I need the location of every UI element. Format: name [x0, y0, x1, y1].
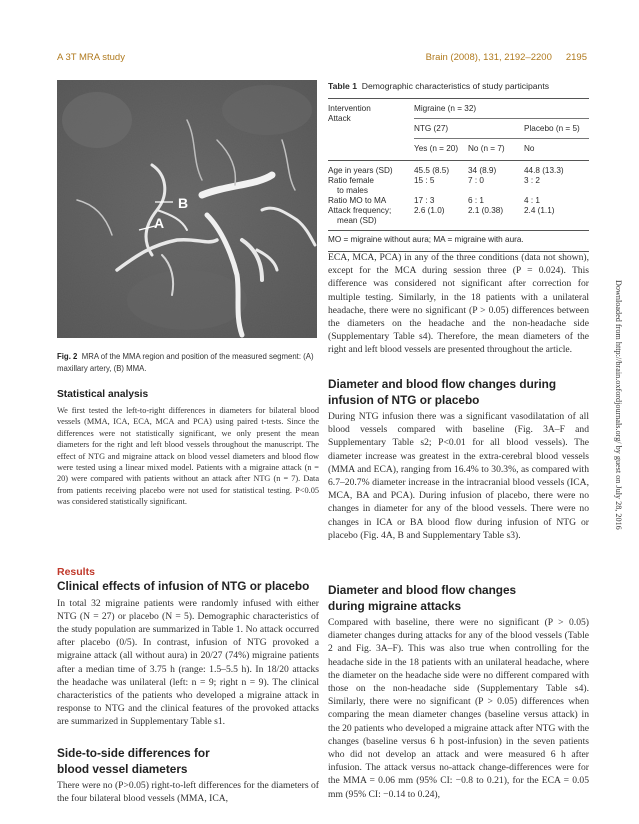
- table-cell: 7 : 0: [468, 176, 484, 185]
- results-section: [57, 565, 319, 729]
- results-heading: Results: [57, 566, 95, 578]
- header-bottom-rule: [328, 160, 589, 161]
- header-yes: Yes (n = 20): [414, 144, 459, 153]
- table-1: [328, 80, 589, 252]
- table-1-label: Table 1: [328, 81, 357, 91]
- header-migraine: Migraine (n = 32): [414, 104, 477, 113]
- table-row-label: to males: [337, 186, 368, 195]
- clinical-effects-heading: Clinical effects of infusion of NTG or placebo: [57, 579, 310, 593]
- table-1-title: [328, 80, 589, 92]
- figure-caption: [57, 351, 319, 374]
- download-side-note: [611, 280, 623, 570]
- side-to-side-body: There were no (P>0.05) right-to-left differences for the diameters of the four bilateral blood vessels (MMA, ICA,: [57, 780, 319, 805]
- header-rule-2: [414, 138, 589, 139]
- header-attack: Attack: [328, 114, 351, 123]
- page-number: 2195: [565, 52, 587, 63]
- table-row-label: Ratio MO to MA: [328, 196, 387, 205]
- table-1-body: [328, 99, 589, 247]
- header-no-placebo: No: [524, 144, 535, 153]
- diameter-attacks-heading-line1: Diameter and blood flow changes: [328, 583, 517, 597]
- figure-label-b: B: [178, 195, 189, 211]
- table-row-label: Ratio female: [328, 176, 374, 185]
- table-cell: 6 : 1: [468, 196, 484, 205]
- table-row-label: mean (SD): [337, 216, 377, 225]
- table-cell: 15 : 5: [414, 176, 435, 185]
- mra-figure-image: [57, 80, 317, 338]
- diameter-attacks-section: [328, 583, 589, 801]
- table-1-title-text: Demographic characteristics of study participants: [361, 81, 549, 91]
- diameter-infusion-body: During NTG infusion there was a significant vasodilatation of all blood vessels compared with baseline (Fig. 3A–F and Supplementary Table s2; P<0.01 for all blood vessels). The diameter increase was greatest in the extra-cerebral blood vessels (MMA and ECA), ranging from 16.4% to 30.3%, as compared with 6.7–20.7% diameter increase in the intracranial blood vessels (ICA, MCA, BA and PCA). During infusion of placebo, there were no changes in diameter for any of the blood vessels. There were no changes in ICA or BA blood flow during infusion of NTG or placebo (Fig. 4A, B and Supplementary Table s3).: [328, 411, 589, 541]
- table-cell: 2.1 (0.38): [468, 206, 504, 215]
- clinical-effects-body: In total 32 migraine patients were randomly infused with either NTG (N = 27) or placebo (N = 5). Demographic characteristics of the study population are summarized in Table 1. No attack occurred after placebo (0/5). In contrast, infusion of NTG provoked a migraine attack (all without aura) in 20/27 (74%) migraine patients after a median time of 3.75 h (range: 1.5–5.5 h). In 18/20 attacks the headache was unilateral (left: n = 9; right n = 9). The clinical characteristics of the patients who developed a migraine attack in response to NTG and the clinical features of the provoked attacks are summarized in Supplementary Table s1.: [57, 597, 319, 728]
- table-bottom-rule: [328, 230, 589, 231]
- table-cell: 4 : 1: [524, 196, 540, 205]
- table-cell: 3 : 2: [524, 176, 540, 185]
- diameter-attacks-body: Compared with baseline, there were no significant (P > 0.05) diameter changes during attacks for any of the blood vessels (Table 2 and Fig. 3A–F). This was also true when controlling for the headache side in the 18 patients with an unilateral headache, where the diameter on the headache side were no different compared with those on the non-headache side (Supplementary Table s4). Similarly, there were no significant (P > 0.05) differences when comparing the mean diameter changes (baseline versus attack) in the 20 patients who developed a migraine attack after NTG with the changes (baseline versus 6 h post-infusion) in the seven patients who did not develop an attack and were measured 6 h after infusion. The attack versus no-attack change-differences were for the MMA = 0.06 mm (95% CI: −0.8 to 0.21), for the ECA = 0.05 mm (95% CI: −0.14 to 0.24),: [328, 617, 589, 800]
- header-ntg: NTG (27): [414, 124, 449, 133]
- table-cell: 44.8 (13.3): [524, 166, 564, 175]
- header-no: No (n = 7): [468, 144, 505, 153]
- right-intro-body: ECA, MCA, PCA) in any of the three conditions (data not shown), except for the MCA during session three (P = 0.024). This difference was considered not significant after correction for multiple testing. Similarly, in the 18 patients with a unilateral headache, there were no significant (P > 0.05) differences between the diameters on the headache and the non-headache side (Supplementary Table s4). Therefore, the mean diameters of the right and left blood vessels are presented throughout the article.: [328, 252, 589, 356]
- table-row-label: Attack frequency;: [328, 206, 392, 215]
- statistical-analysis-heading: Statistical analysis: [57, 389, 149, 400]
- diameter-infusion-heading-line2: infusion of NTG or placebo: [328, 392, 480, 407]
- diameter-attacks-heading-line2: during migraine attacks: [328, 598, 462, 613]
- statistical-analysis-section: [57, 388, 319, 508]
- running-head-citation: [426, 52, 587, 63]
- right-intro-section: [328, 251, 589, 357]
- header-intervention: Intervention: [328, 104, 371, 113]
- running-head-title: A 3T MRA study: [57, 52, 125, 63]
- table-footnote: MO = migraine without aura; MA = migraine with aura.: [328, 235, 524, 244]
- figure-label-a: A: [154, 215, 165, 231]
- table-row-label: Age in years (SD): [328, 166, 393, 175]
- header-placebo: Placebo (n = 5): [524, 124, 580, 133]
- table-cell: 34 (8.9): [468, 166, 497, 175]
- side-to-side-heading-line1: Side-to-side differences for: [57, 746, 210, 760]
- table-cell: 2.6 (1.0): [414, 206, 445, 215]
- table-cell: 17 : 3: [414, 196, 435, 205]
- table-cell: 45.5 (8.5): [414, 166, 450, 175]
- citation-text: Brain (2008), 131, 2192–2200: [425, 52, 552, 63]
- header-rule-1: [414, 118, 589, 119]
- diameter-infusion-heading-line1: Diameter and blood flow changes during: [328, 377, 557, 391]
- mra-angiogram-illustration: [57, 80, 317, 338]
- table-cell: 2.4 (1.1): [524, 206, 555, 215]
- side-to-side-section: [57, 746, 319, 805]
- download-side-note-text: Downloaded from http://brain.oxfordjournals.org/ by guest on July 28, 2016: [614, 280, 623, 530]
- figure-caption-text: MRA of the MMA region and position of the measured segment: (A) maxillary artery, (B) MMA.: [57, 352, 314, 373]
- figure-caption-label: Fig. 2: [57, 352, 78, 361]
- running-head: [57, 52, 587, 66]
- side-to-side-heading-line2: blood vessel diameters: [57, 761, 188, 776]
- statistical-analysis-body: We first tested the left-to-right differences in diameters for bilateral blood vessels (MMA, ICA, ECA, MCA and PCA) using paired t-tests. Since the differences were not statistically significant, we only present the mean diameters for the right and left blood vessels throughout the manuscript. The effect of NTG and migraine attack on blood vessel diameters and blood flow were tested using a linear mixed model. Patients with a migraine attack (n = 20) were compared with patients without an attack after NTG (n = 7). Data from patients receiving placebo were not used for statistical testing. P<0.05 was considered statistically significant.: [57, 406, 319, 507]
- diameter-infusion-section: [328, 377, 589, 542]
